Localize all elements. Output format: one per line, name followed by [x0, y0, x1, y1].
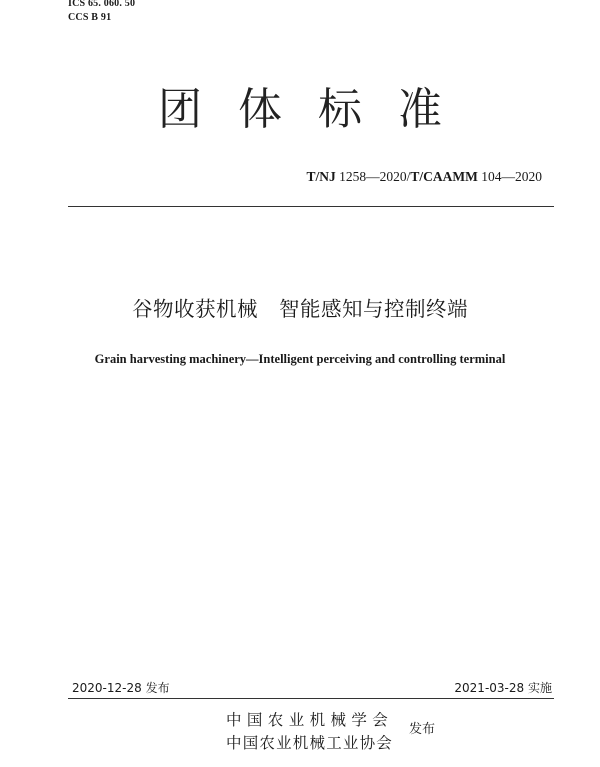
english-title: Grain harvesting machinery—Intelligent perceiving and controlling terminal [94, 352, 506, 366]
ics-code: ICS 65. 060. 50 [68, 0, 136, 9]
chinese-title: 谷物收获机械 智能感知与控制终端 [131, 297, 469, 321]
publish-label: 发布 [409, 722, 436, 737]
standard-prefix-nj: T/NJ [306, 169, 336, 184]
bottom-divider [68, 698, 554, 699]
issue-date: 2020-12-28 [72, 681, 142, 695]
top-divider [68, 206, 554, 207]
implementation-date-line [454, 680, 552, 696]
implementation-label: 实施 [527, 681, 552, 695]
standard-number-nj: 1258—2020/ [335, 169, 411, 184]
standard-number [306, 169, 542, 185]
implementation-date: 2021-03-28 [454, 681, 525, 695]
issue-date-line [72, 680, 170, 696]
standard-prefix-caamm: T/CAAMM [410, 169, 478, 184]
publisher-org-2: 中国农业机械工业协会 [226, 734, 394, 752]
standard-number-caamm: 104—2020 [477, 169, 542, 184]
ccs-code: CCS B 91 [68, 12, 112, 23]
publisher-org-1: 中国农业机械学会 [226, 711, 394, 729]
issue-label: 发布 [145, 681, 170, 695]
document-type-heading: 团体标准 [158, 84, 478, 135]
